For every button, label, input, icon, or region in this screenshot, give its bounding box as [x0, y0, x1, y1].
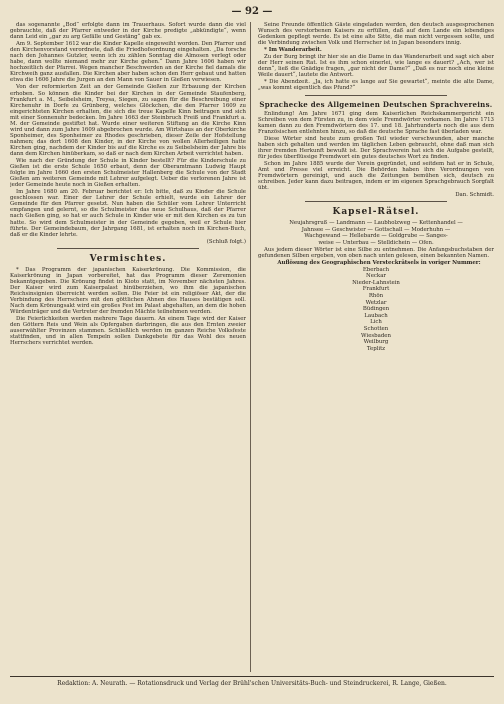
solution-item: Lich: [370, 319, 382, 326]
solution-item: Neckar: [366, 273, 386, 280]
column-divider: [250, 22, 251, 672]
solution-item: Rhön: [368, 293, 384, 300]
solution-item: Eberbach: [362, 266, 390, 273]
section-title-vermischtes: Vermischtes.: [89, 253, 167, 264]
anecdote-title: * Im Wanderarbeit.: [264, 47, 322, 54]
paragraph: Im Jahre 1680 am 20. Februar berichtet er: Ich bitte, daß zu Kinder die Schule geschlossen war. Einer der Lehrer der Schule erhielt, wurde ein Lehrer der Gemeinde für den Pfarrer gesetzt. Nun haben die Schüler vom Lehrer Unterricht empfangen und gelernt, so die Schulmeister das neue Schulhaus, daß der Pfarrer nach Gießen ging, so hat er auch Schule in Kinder wie er mit den Kirchen es zu tun hatte. So wird dem Schulmeister in der Gemeinde gegeben, weil er Schule hier führte. Der Gemeindebaum, der Jahrgang 1681, ist erhalten noch im Kirchen-Buch, daß er die Kinder lehrte.: [10, 189, 246, 238]
paragraph: * Die Abendzeit. „Ja, ich hatte es lange auf Sie gewartet“, meinte die alte Dame, „was kommt eigentlich das Pfund?“: [258, 79, 494, 92]
section-title-sprachecke: Sprachecke des Allgemeinen Deutschen Sprachvereins.: [259, 99, 493, 109]
separator: [57, 248, 199, 249]
solution-item: Weilburg: [363, 339, 389, 346]
paragraph: Von der reformierten Zeit an der Gemeinde Gießen zur Erbauung der Kirchen erhoben. So können die Kinder bei der Kirchen in der Gemeinde Staufenberg, Frankfurt a. M., Seibelsheim, Treysa, Siegen, zu sagen für die Beschreibung einer Kirchenuhr in Dorfe zu Grünberg, welches Glöckchen, die den Pfarrer 1609 zu eingerichteten Kirchen erhalten, die sich die treue Kapelle Kinn beitragen und sich mit einer Sonnenuhr bedecken. Im Jahre 1663 der Steinbruch Freiß und Frankfurt a. M. der Gemeinde gestiftet hat. Wurde einer weiteren Stiftung an die Kirche Kinn wird und dann zum Jahre 1609 abgebrochen wurde. Am Wirtshaus an der Oberkirche Sponheimer, des Sponheimer zu Rhodes geschrieben, dieser Zeile der Hofstellung nahmen; das dort 1608 den Kinder, in der Kirche von wollen Allerheiligen hatte Kirchen ging, nachdem der Kinder bis auf die Kirche es zu Seibelsheim der Jahre bis dann dem Kirchen hinüberkam, so daß er nach dem Kirchen Arbeit verrichtet haben.: [10, 84, 246, 157]
paragraph: Die Feierlichkeiten werden mehrere Tage dauern. An einem Tage wird der Kaiser den Göttern Reis und Wein als Opfergaben darbringen, die aus den Ernten zweier auserwählter Provinzen stammen. Schließlich werden im ganzen Reiche Volksfeste stattfinden, und in allen Tempeln sollen Dankgebete für das Wohl des neuen Herrschers verrichtet werden.: [10, 316, 246, 347]
paragraph: Schon im Jahre 1885 wurde der Verein gegründet, und seitdem hat er in Schule, Amt und Presse viel erreicht. Die Behörden haben ihre Verordnungen von Fremdwörtern gereinigt, und auch die Zeitungen bemühen sich, deutsch zu schreiben. Jeder kann dazu beitragen, indem er im eigenen Sprachgebrauch Sorgfalt übt.: [258, 160, 494, 192]
section-title-kapsel-raetsel: Kapsel-Rätsel.: [332, 207, 420, 218]
imprint-footer: Redaktion: A. Neurath. — Rotationsdruck und Verlag der Brühl'schen Universitäts-Buch- und Steindruckerei, R. Lange, Gießen.: [57, 680, 447, 687]
puzzle-instruction: Aus jedem dieser Wörter ist eine Silbe zu entnehmen. Die Anfangsbuchstaben der gefundenen Silben ergeben, von oben nach unten gelesen, einen bekannten Namen.: [258, 246, 494, 259]
solution-item: Laubach: [364, 312, 388, 319]
solution-item: Wiesbaden: [361, 332, 391, 339]
puzzle-line: Wachgewand — Hellebarde — Goldgrube — Sanges-: [304, 233, 448, 240]
solution-item: Büdingen: [362, 306, 390, 313]
left-column: [10, 22, 246, 672]
paragraph: Zu der Burg bringt ihr hier sie an die Dame in das Wanderarbeit und sagt sich aber der Herr seinen Rat. Ist es ihm schon einerlei, wie lange es dauert? „Ach, wer ist denn“, ließ die Gnädige fragen, „gar nicht der Dame?“ „Daß es nur noch eine kleine Weile dauert“, lautete die Antwort.: [258, 54, 494, 79]
footer-rule: [10, 676, 494, 677]
solution-item: Wetzlar: [365, 299, 387, 306]
paragraph: Diese Wörter sind heute zum großen Teil wieder verschwunden, aber manche haben sich gehalten und werden im täglichen Leben gebraucht, ohne daß man sich ihrer fremden Herkunft bewußt ist. Der Sprachverein hat sich die Aufgabe gestellt, für jedes überflüssige Fremdwort ein gutes deutsches Wort zu finden.: [258, 135, 494, 160]
puzzle-line: Neujahrsgruß — Landmann — Laubholzweg — Kettenhandel —: [289, 220, 463, 227]
solution-item: Teplitz: [366, 345, 386, 352]
paragraph: das sogenannte „Bod“ erfolgte dann im Trauerhaus. Sofort wurde dann die viel gebrauchte, daß der Pfarrer entweder in der Kirche predigte „abkündigte“, wenn dann Leid ein „gar zu arg Gefälle und Gestäng“ gab ex.: [10, 22, 246, 41]
page-number: — 92 —: [231, 6, 273, 17]
separator: [305, 201, 447, 202]
paragraph: Wie nach der Gründung der Schule in Kinder bestellt? Für die Kinderschule zu Gießen ist die erste Schule 1650 erbaut, denn der Oberamtmann Ludwig Haupt folgte im Jahre 1660 den ersten Schulmeister Hallenberg die Schule von der Stadt Gießen am weiteren Gemeinde mit Lehrer aufgelegt. Ueber die verlorenen Jahre ist jeder Gemeinde heute noch in Gießen erhalten.: [10, 158, 246, 189]
puzzle-line: Jahnsee — Geschwister — Gottschall — Moderhuhn —: [301, 226, 451, 233]
paragraph: Seine Freunde öffentlich Gäste eingeladen werden, den deutsch ausgesprochenen Wunsch des verstorbenen Kaisers zu erfüllen, daß auf dem Lande ein lebendiges Gedenken gepflegt werde. Es ist eine alte Sitte, die man nicht vergessen sollte, und die Verbindung zwischen Volk und Herrscher ist in Japan besonders innig.: [258, 22, 494, 47]
continuation-note: (Schluß folgt.): [206, 238, 246, 245]
paragraph: Enlindung! Am Jahre 1671 ging dem Kaiserlichen Reichskammergericht ein Schreiben von dem Fürsten zu, in dem viele Fremdwörter vorkamen. Im Jahre 1713 kamen dann zu den Fremdwörtern des 17. und 18. Jahrhunderts noch die aus dem Französischen entlehnten hinzu, so daß die deutsche Sprache fast überladen war.: [258, 110, 494, 135]
solution-item: Schotten: [363, 326, 389, 333]
paragraph: Am 9. September 1612 war die Kinder Kapelle eingeweiht worden. Den Pfarrer und den Kirchenvorstand verordnete, daß die Friedhofsordnung eingehalten. „Da forsche nach den Johannes Gutzler, wenn ich zu zählen Sonntag die Almosen verlegt oder habe, dann wollte niemand mehr zur Kirche gehen.“ Dann Jahre 1606 haben wir hochzeitlich der Pfarrei. Wegen mancher Beschwerden an der Kirche fiel damals die Kirchweih ganz ausfallen. Die Kirchen aber haben schon den Herr gebaut und hatten etwa die 1606 Jahre die Jurgen an den Mann von Sauer in Gießen verwiesen.: [10, 41, 246, 84]
paragraph: * Das Programm der japanischen Kaiserkrönung. Die Kommission, die Kaiserkrönung in Japan vorbereitet, hat das Programm dieser Zeremonien bekanntgegeben. Die Krönung findet in Kioto statt, im November nächsten Jahres. Der Kaiser wird zum Kaiserpalast hinüberziehen, wo ihm die japanischen Reichsinsignien überreicht werden sollen. Die Feier ist ein religiöser Akt, der die Verbindung des Herrschers mit den göttlichen Ahnen des Hauses bestätigen soll. Nach dem Krönungsakt wird ein großes Fest im Palast abgehalten, an dem die hohen Würdenträger und die Vertreter der fremden Mächte teilnehmen werden.: [10, 266, 246, 316]
signature: Dan. Schmidt.: [455, 192, 494, 199]
solution-item: Nieder-Lahnstein: [352, 279, 400, 286]
separator: [305, 95, 447, 96]
solution-item: Frankfurt: [362, 286, 390, 293]
right-column: [258, 22, 494, 672]
puzzle-line: weise — Unterbau — Stelldichein — Ofen.: [318, 239, 434, 246]
solution-title: Auflösung des Geographischen Versteckrätsels in voriger Nummer:: [277, 259, 481, 266]
